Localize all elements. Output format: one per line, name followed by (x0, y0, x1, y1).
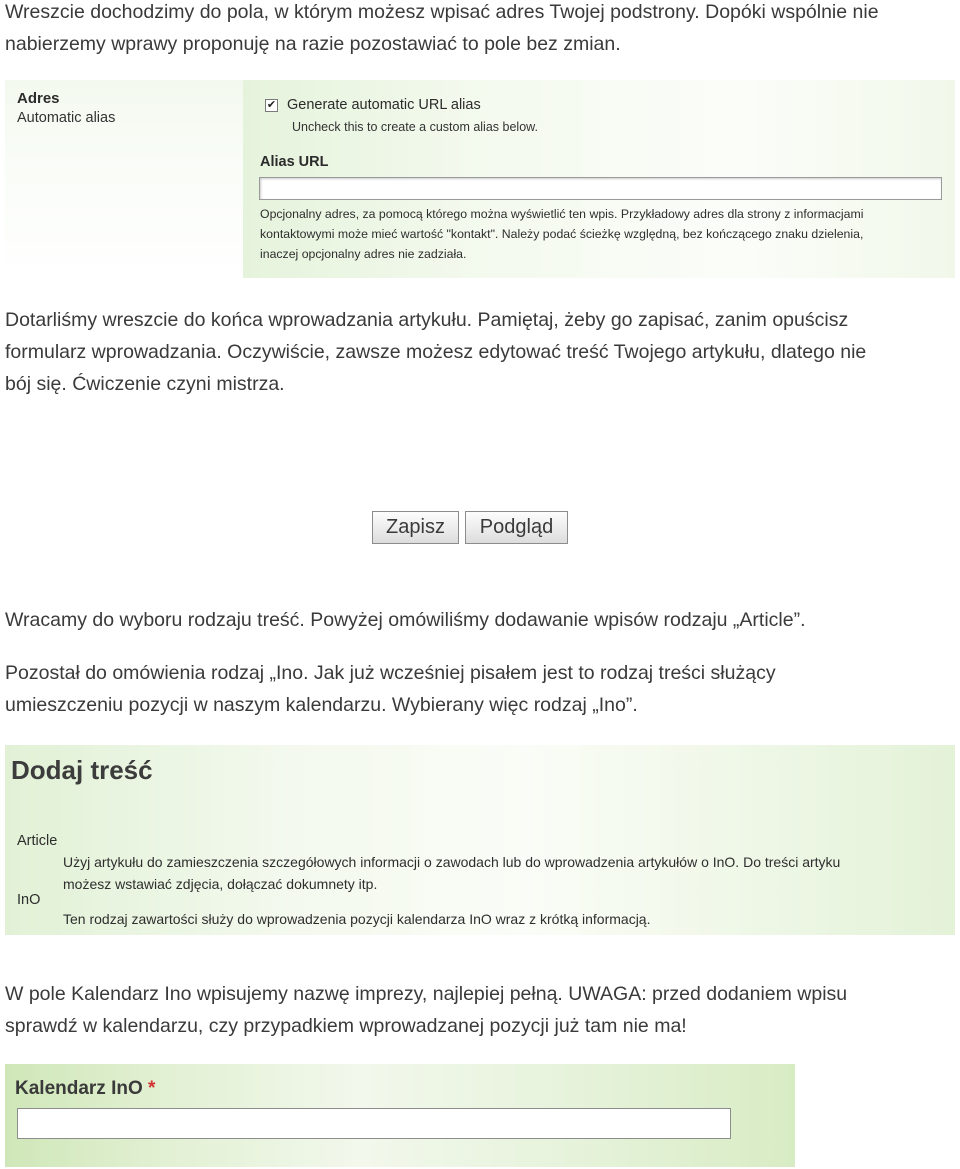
content-type-ino-link[interactable]: InO (17, 892, 41, 908)
intro-line: Wreszcie dochodzimy do pola, w którym możesz wpisać adres Twojej podstrony. Dopóki wspólnie nie (5, 1, 879, 23)
finish-line: bój się. Ćwiczenie czyni mistrza. (5, 373, 285, 395)
article-description-line: Użyj artykułu do zamieszczenia szczegółowych informacji o zawodach lub do wprowadzenia artykułów o InO. Do treści artyku (63, 854, 841, 870)
add-content-title: Dodaj treść (11, 755, 153, 785)
save-button[interactable]: Zapisz (372, 511, 459, 544)
alias-description-line: Opcjonalny adres, za pomocą którego można wyświetlić ten wpis. Przykładowy adres dla strony z informacjami (260, 207, 864, 221)
alias-url-input[interactable] (259, 177, 942, 200)
add-content-panel-screenshot (5, 745, 955, 935)
back-to-type-paragraph (5, 604, 806, 636)
calendar-field-screenshot (5, 1064, 795, 1167)
article-description-line: możesz wstawiać zdjęcia, dołączać dokumnety itp. (63, 876, 378, 892)
preview-button[interactable]: Podgląd (465, 511, 568, 544)
intro-paragraph (5, 0, 879, 60)
finish-line: Dotarliśmy wreszcie do końca wprowadzania artykułu. Pamiętaj, żeby go zapisać, zanim opuścisz (5, 309, 849, 331)
article-description (63, 851, 840, 895)
auto-alias-checkbox[interactable]: ✔ (266, 99, 277, 111)
address-panel-screenshot (5, 80, 955, 278)
calendar-field-label-text: Kalendarz InO (15, 1078, 143, 1099)
ino-description: Ten rodzaj zawartości służy do wprowadzenia pozycji kalendarza InO wraz z krótką informacją. (63, 911, 651, 927)
calendar-ino-input[interactable] (17, 1108, 731, 1139)
finish-line: formularz wprowadzania. Oczywiście, zawsze możesz edytować treść Twojego artykułu, dlatego nie (5, 341, 867, 363)
intro-line: nabierzemy wprawy proponuję na razie pozostawiać to pole bez zmian. (5, 33, 621, 55)
alias-url-label: Alias URL (260, 154, 329, 170)
address-subtitle: Automatic alias (17, 110, 116, 126)
ino-intro-paragraph (5, 657, 776, 721)
alias-url-description (260, 204, 863, 264)
address-title: Adres (17, 90, 60, 107)
calendar-intro-line: sprawdź w kalendarzu, czy przypadkiem wprowadzanej pozycji już tam nie ma! (5, 1015, 687, 1037)
calendar-intro-paragraph (5, 978, 847, 1042)
content-type-article-link[interactable]: Article (17, 833, 58, 849)
back-to-type-line: Wracamy do wyboru rodzaju treść. Powyżej omówiliśmy dodawanie wpisów rodzaju „Article”. (5, 609, 806, 631)
auto-alias-checkbox-label[interactable]: Generate automatic URL alias (287, 97, 481, 113)
ino-intro-line: Pozostał do omówienia rodzaj „Ino. Jak już wcześniej pisałem jest to rodzaj treści służący (5, 662, 776, 684)
required-asterisk: * (148, 1078, 156, 1099)
finish-paragraph (5, 304, 866, 400)
alias-description-line: inaczej opcjonalny adres nie zadziała. (260, 247, 467, 261)
auto-alias-hint: Uncheck this to create a custom alias below. (292, 120, 538, 134)
ino-intro-line: umieszczeniu pozycji w naszym kalendarzu. Wybierany więc rodzaj „Ino”. (5, 694, 638, 716)
alias-description-line: kontaktowymi może mieć wartość "kontakt". Należy podać ścieżkę względną, bez kończącego znaku dzielenia, (260, 227, 864, 241)
calendar-field-label (15, 1078, 155, 1100)
calendar-intro-line: W pole Kalendarz Ino wpisujemy nazwę imprezy, najlepiej pełną. UWAGA: przed dodaniem wpisu (5, 983, 848, 1005)
